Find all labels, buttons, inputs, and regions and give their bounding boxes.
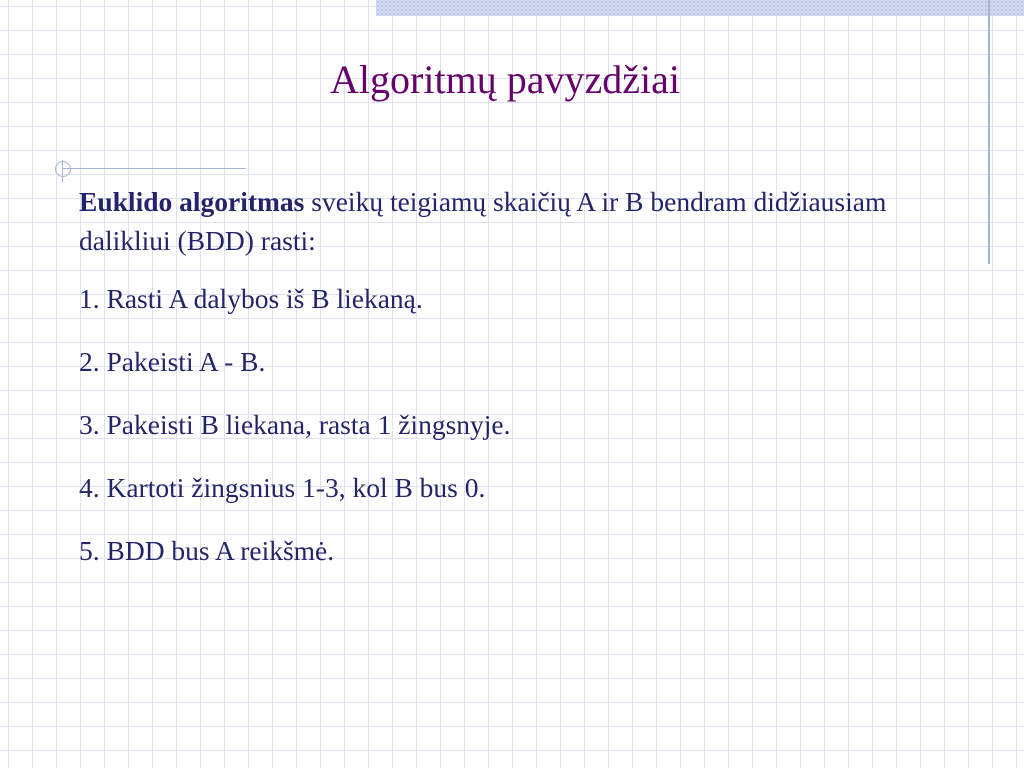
step-item-3: 3. Pakeisti B liekana, rasta 1 žingsnyje. <box>79 409 511 440</box>
intro-text: sveikų teigiamų skaičių A ir B bendram didžiausiam dalikliui (BDD) rasti: <box>79 186 887 256</box>
slide-body <box>79 182 959 594</box>
slide-title: Algoritmų pavyzdžiai <box>330 57 680 102</box>
intro-term: Euklido algoritmas <box>79 186 305 217</box>
step-item-4: 4. Kartoti žingsnius 1-3, kol B bus 0. <box>79 472 486 503</box>
decorative-right-rule <box>988 0 990 264</box>
step-item-5: 5. BDD bus A reikšmė. <box>79 535 335 566</box>
decorative-top-band <box>376 0 1024 16</box>
bullet-circle-icon <box>55 161 71 177</box>
step-item-1: 1. Rasti A dalybos iš B liekaną. <box>79 283 423 314</box>
step-item-2: 2. Pakeisti A - B. <box>79 346 266 377</box>
intro-paragraph <box>79 182 959 260</box>
decorative-bullet-rule <box>62 168 246 169</box>
